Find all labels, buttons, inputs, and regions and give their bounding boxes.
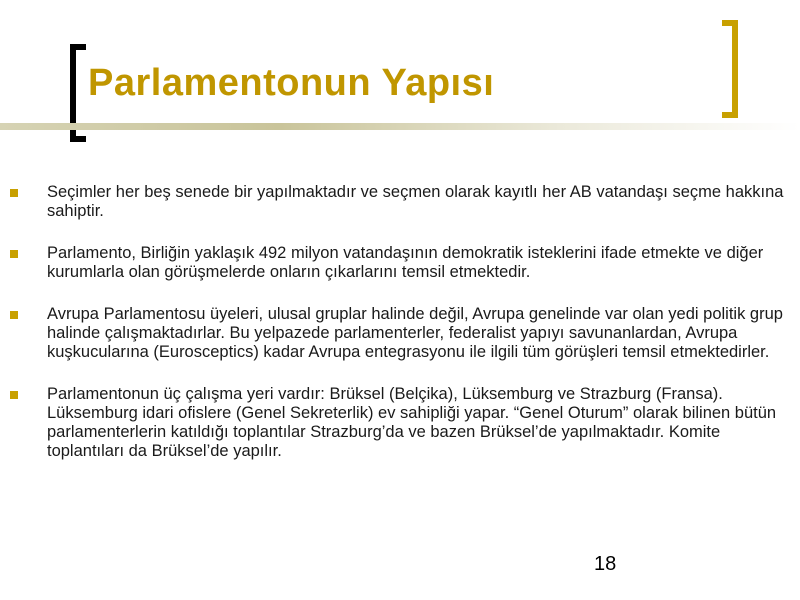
bullet-item bbox=[10, 305, 790, 362]
bullet-square-icon bbox=[10, 250, 18, 258]
page-number: 18 bbox=[594, 553, 617, 575]
bullet-item bbox=[10, 183, 790, 221]
bullet-text: Parlamentonun üç çalışma yeri vardır: Brüksel (Belçika), Lüksemburg ve Strazburg (Fransa). Lüksemburg idari ofislere (Genel Sekreterlik) ev sahipliği yapar. “Genel Oturum” olarak bilinen bütün parlamenterlerin katıldığı toplantılar Strazburg’da ve bazen Brüksel’de yapılmaktadır. Komite toplantıları da Brüksel’de yapılır. bbox=[47, 385, 777, 460]
bullet-square-icon bbox=[10, 189, 18, 197]
title-underline-bar bbox=[0, 123, 800, 130]
bullet-item bbox=[10, 385, 790, 461]
bullet-item bbox=[10, 244, 790, 282]
bullet-list bbox=[10, 183, 790, 484]
bullet-text: Avrupa Parlamentosu üyeleri, ulusal gruplar halinde değil, Avrupa genelinde var olan yedi politik grup halinde çalışmaktadırlar. Bu yelpazede parlamenterler, federalist yapıyı savunanlardan, Avrupa kuşkucularına (Eurosceptics) kadar Avrupa entegrasyonu ile ilgili tüm görüşleri temsil etmektedirler. bbox=[47, 305, 783, 361]
bullet-text: Seçimler her beş senede bir yapılmaktadır ve seçmen olarak kayıtlı her AB vatandaşı seçme hakkına sahiptir. bbox=[47, 183, 784, 220]
bullet-text: Parlamento, Birliğin yaklaşık 492 milyon vatandaşının demokratik isteklerini ifade etmekte ve diğer kurumlarla olan görüşmelerde onların çıkarlarını temsil etmektedir. bbox=[47, 244, 764, 281]
slide-title: Parlamentonun Yapısı bbox=[88, 62, 495, 104]
bullet-square-icon bbox=[10, 311, 18, 319]
bullet-square-icon bbox=[10, 391, 18, 399]
right-bracket-decoration bbox=[722, 20, 738, 118]
